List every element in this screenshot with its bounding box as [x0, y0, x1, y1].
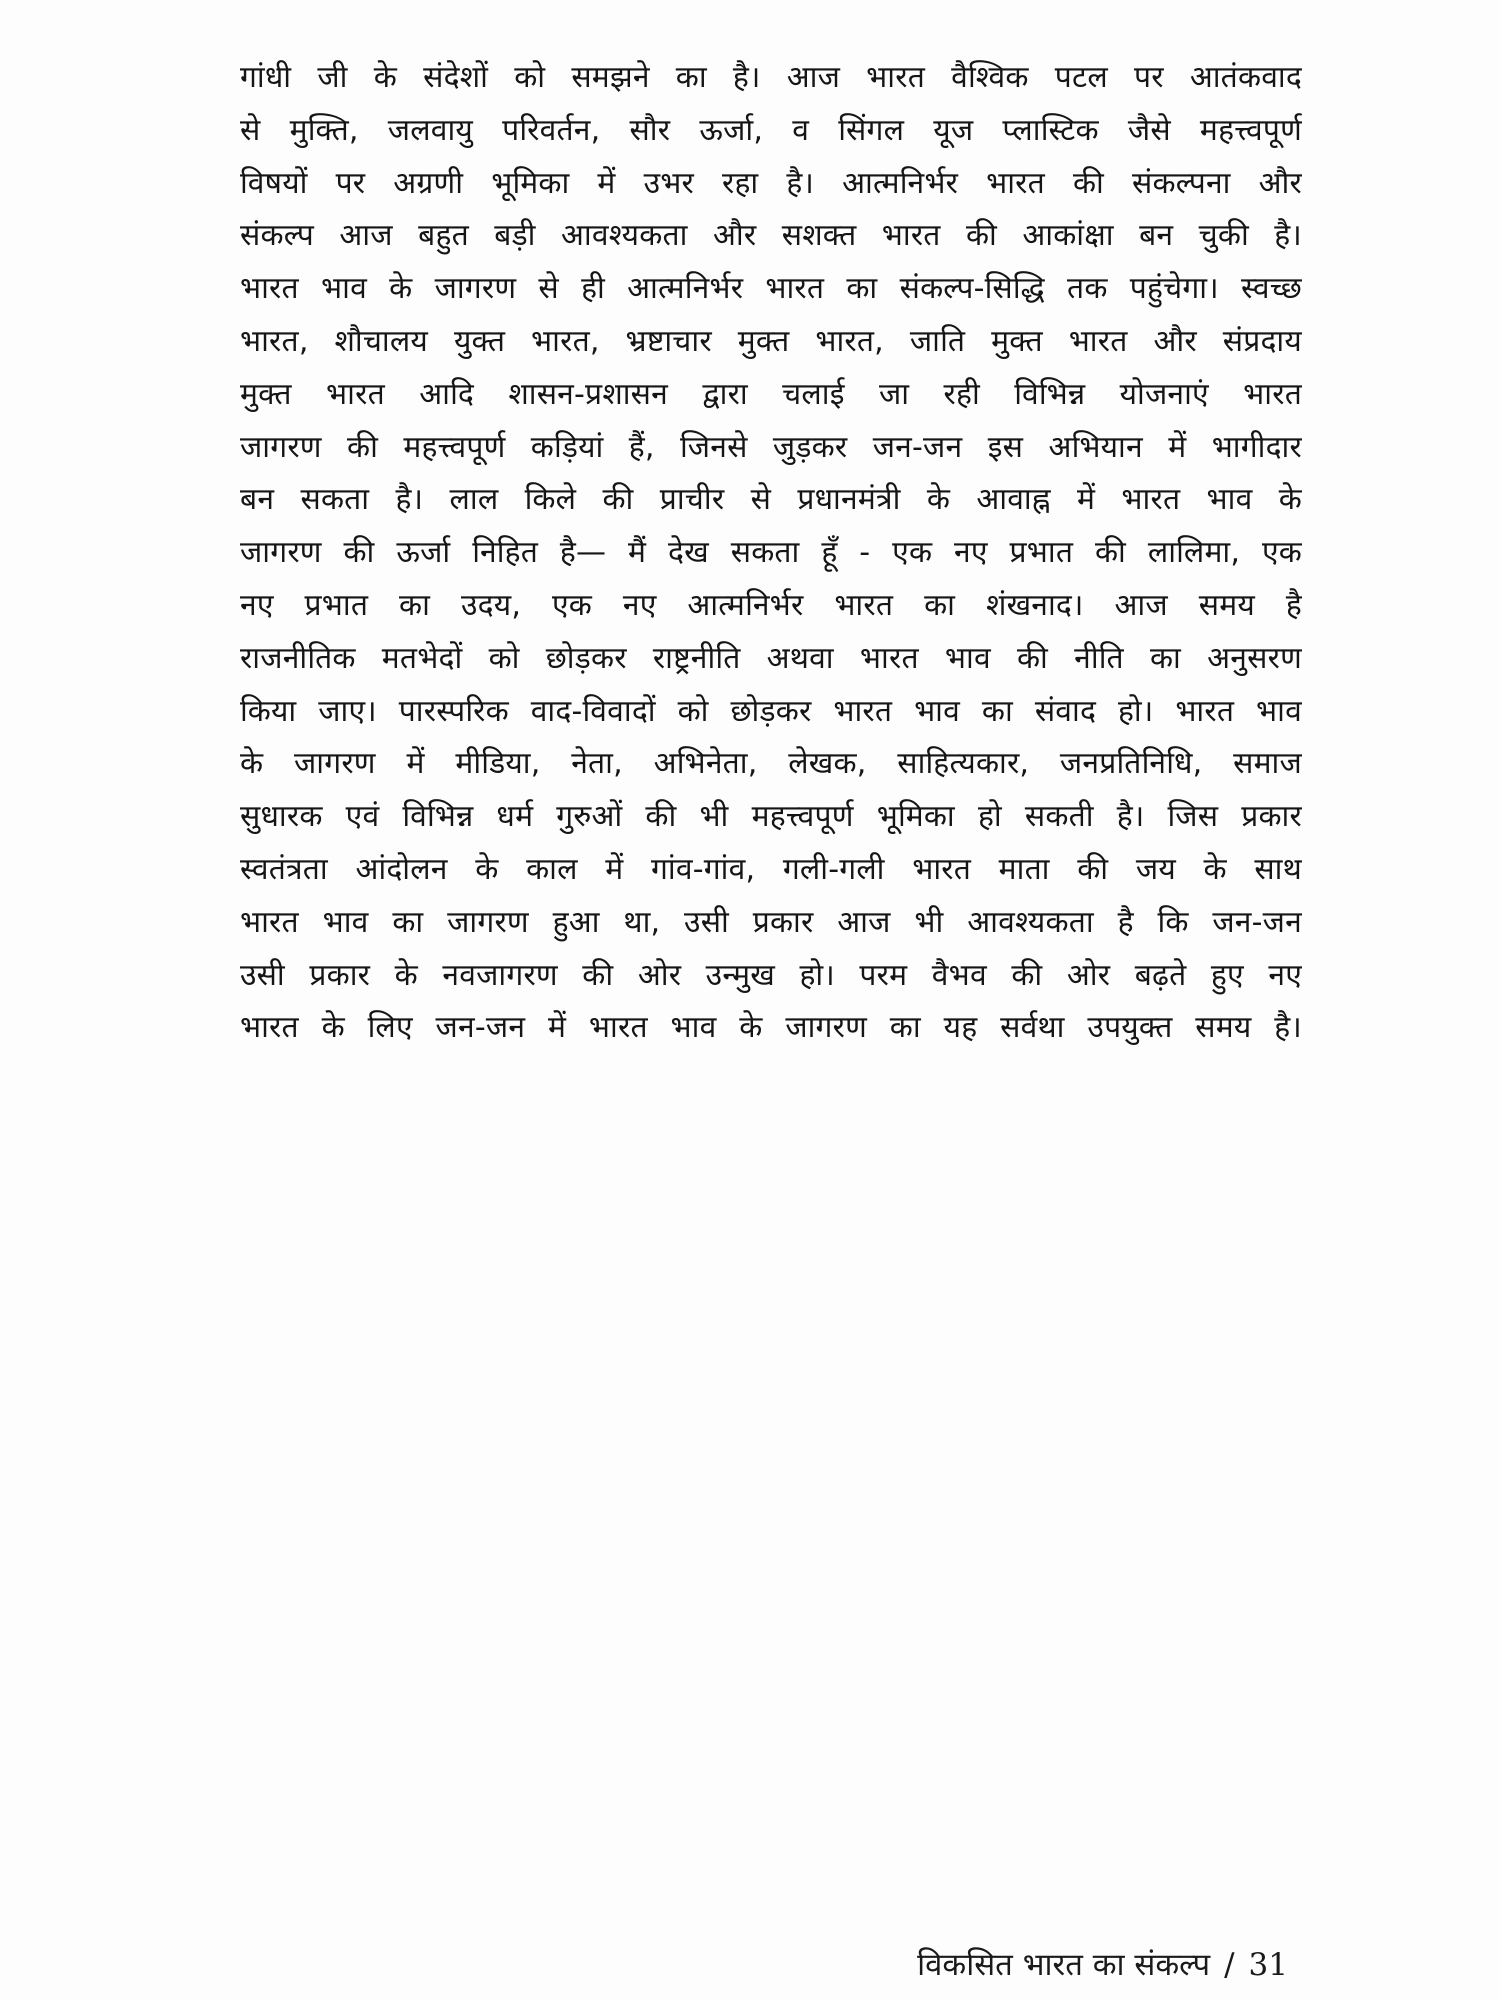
text-line-6: भारत, शौचालय युक्त भारत, भ्रष्टाचार मुक्त भारत, जाति मुक्त भारत और संप्रदाय	[240, 323, 1302, 359]
text-line-2: से मुक्ति, जलवायु परिवर्तन, सौर ऊर्जा, व सिंगल यूज प्लास्टिक जैसे महत्त्वपूर्ण	[240, 112, 1302, 148]
text-line-16: स्वतंत्रता आंदोलन के काल में गांव-गांव, गली-गली भारत माता की जय के साथ	[240, 851, 1302, 887]
text-line-11: नए प्रभात का उदय, एक नए आत्मनिर्भर भारत का शंखनाद। आज समय है	[240, 587, 1302, 623]
text-line-1: गांधी जी के संदेशों को समझने का है। आज भारत वैश्विक पटल पर आतंकवाद	[240, 60, 1302, 95]
text-line-5: भारत भाव के जागरण से ही आत्मनिर्भर भारत का संकल्प-सिद्धि तक पहुंचेगा। स्वच्छ	[240, 271, 1302, 307]
text-line-14: के जागरण में मीडिया, नेता, अभिनेता, लेखक, साहित्यकार, जनप्रतिनिधि, समाज	[240, 746, 1302, 782]
text-line-9: बन सकता है। लाल किले की प्राचीर से प्रधानमंत्री के आवाह्न में भारत भाव के	[240, 482, 1302, 518]
body-paragraph	[240, 52, 1302, 1055]
text-line-12: राजनीतिक मतभेदों को छोड़कर राष्ट्रनीति अथवा भारत भाव की नीति का अनुसरण	[240, 640, 1302, 676]
text-line-18: उसी प्रकार के नवजागरण की ओर उन्मुख हो। परम वैभव की ओर बढ़ते हुए नए	[240, 957, 1302, 993]
text-line-19: भारत के लिए जन-जन में भारत भाव के जागरण का यह सर्वथा उपयुक्त समय है।	[240, 1010, 1302, 1046]
text-line-4: संकल्प आज बहुत बड़ी आवश्यकता और सशक्त भारत की आकांक्षा बन चुकी है।	[240, 218, 1302, 254]
page-footer	[917, 1943, 1288, 1987]
text-line-13: किया जाए। पारस्परिक वाद-विवादों को छोड़कर भारत भाव का संवाद हो। भारत भाव	[240, 693, 1302, 729]
footer-book-title: विकसित भारत का संकल्प	[917, 1947, 1211, 1983]
text-line-15: सुधारक एवं विभिन्न धर्म गुरुओं की भी महत्त्वपूर्ण भूमिका हो सकती है। जिस प्रकार	[240, 799, 1302, 835]
text-line-8: जागरण की महत्त्वपूर्ण कड़ियां हैं, जिनसे जुड़कर जन-जन इस अभियान में भागीदार	[240, 429, 1302, 465]
text-line-3: विषयों पर अग्रणी भूमिका में उभर रहा है। आत्मनिर्भर भारत की संकल्पना और	[240, 165, 1302, 201]
page-number: 31	[1248, 1947, 1288, 1983]
text-line-7: मुक्त भारत आदि शासन-प्रशासन द्वारा चलाई जा रही विभिन्न योजनाएं भारत	[240, 376, 1302, 412]
text-line-17: भारत भाव का जागरण हुआ था, उसी प्रकार आज भी आवश्यकता है कि जन-जन	[240, 904, 1302, 940]
footer-separator: /	[1224, 1947, 1235, 1983]
text-line-10: जागरण की ऊर्जा निहित है— मैं देख सकता हूँ - एक नए प्रभात की लालिमा, एक	[240, 535, 1302, 571]
